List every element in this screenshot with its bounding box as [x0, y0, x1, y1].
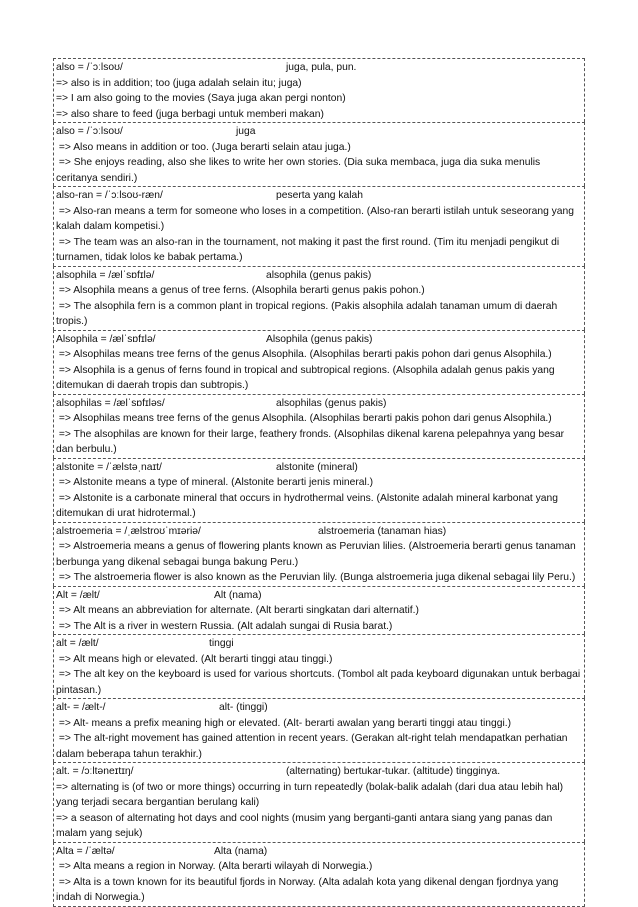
entry-heading — [56, 396, 582, 412]
example-line: => Alt means high or elevated. (Alt berarti tinggi atau tinggi.) — [56, 653, 333, 665]
entry-heading — [56, 188, 582, 204]
entry-headword: alstroemeria = /ˌælstroʊˈmɪəriə/ — [56, 525, 201, 537]
entry-translation: alstonite (mineral) — [276, 461, 358, 473]
entry-heading — [56, 844, 582, 860]
entry-translation: tinggi — [209, 638, 234, 649]
entry-headword: also = /ˈɔːlsoʊ/ — [56, 126, 123, 137]
entry-headword: Alt = /ælt/ — [56, 589, 100, 601]
entry-headword: alstonite = /ˈælstəˌnaɪt/ — [56, 461, 162, 473]
dictionary-entry — [53, 394, 585, 458]
example-line: => Alt means an abbreviation for alternate. (Alt berarti singkatan dari alternatif.) — [56, 605, 419, 616]
entry-headword: alt- = /ælt-/ — [56, 702, 106, 713]
entry-heading — [56, 332, 582, 348]
entry-headword: also-ran = /ˈɔːlsoʊ-ræn/ — [56, 190, 163, 201]
example-line: => Alsophila is a genus of ferns found in tropical and subtropical regions. (Alsophila adalah genus pakis yang ditemukan di daerah tropis dan subtropis.) — [56, 364, 558, 391]
entry-headword: alsophilas = /ælˈsɒfɪləs/ — [56, 397, 165, 409]
dictionary-entry — [53, 586, 585, 635]
example-line: => The alt-right movement has gained attention in recent years. (Gerakan alt-right telah mendapatkan perhatian dalam beberapa tahun terakhir.) — [56, 733, 571, 760]
entry-translation: alsophila (genus pakis) — [266, 269, 372, 281]
dictionary-entry — [53, 522, 585, 586]
entry-heading — [56, 124, 582, 140]
entry-translation: juga, pula, pun. — [286, 62, 357, 73]
example-line: => I am also going to the movies (Saya juga akan pergi nonton) — [56, 93, 346, 104]
dictionary-page — [53, 58, 585, 907]
entry-heading — [56, 60, 582, 76]
entry-translation: Alta (nama) — [214, 845, 268, 857]
entry-heading — [56, 524, 582, 540]
dictionary-entry — [53, 842, 585, 907]
example-line: => She enjoys reading, also she likes to write her own stories. (Dia suka membaca, juga dia suka menulis ceritanya sendiri.) — [56, 157, 544, 184]
dictionary-entry — [53, 458, 585, 522]
example-line: => Also-ran means a term for someone who loses in a competition. (Also-ran berarti istilah untuk seseorang yang kalah dalam kompetisi.) — [56, 205, 577, 232]
dictionary-entry — [53, 634, 585, 698]
entry-translation: peserta yang kalah — [276, 190, 364, 201]
example-line: => Alsophilas means tree ferns of the genus Alsophila. (Alsophilas berarti pakis pohon dari genus Alsophila.) — [56, 413, 552, 424]
example-line: => also share to feed (juga berbagi untuk memberi makan) — [56, 108, 324, 120]
dictionary-entry — [53, 330, 585, 394]
entry-heading — [56, 588, 582, 604]
example-line: => The alt key on the keyboard is used for various shortcuts. (Tombol alt pada keyboard digunakan untuk berbagai pintasan.) — [56, 669, 584, 696]
entry-heading — [56, 460, 582, 476]
entry-headword: alsophila = /ælˈsɒfɪlə/ — [56, 269, 155, 281]
entry-headword: alt. = /ɔːltəneɪtɪŋ/ — [56, 766, 134, 777]
example-line: => a season of alternating hot days and cool nights (musim yang berganti-ganti antara siang yang panas dan malam yang sejuk) — [56, 812, 556, 839]
example-line: => Alstonite is a carbonate mineral that occurs in hydrothermal veins. (Alstonite adalah mineral karbonat yang ditemukan di urat hidrotermal.) — [56, 492, 561, 519]
entry-translation: Alsophila (genus pakis) — [266, 333, 373, 345]
entry-translation: alsophilas (genus pakis) — [276, 397, 387, 409]
dictionary-entry — [53, 58, 585, 122]
example-line: => The alsophilas are known for their large, feathery fronds. (Alsophilas dikenal karena pelepahnya yang besar dan berbulu.) — [56, 428, 567, 455]
entry-headword: alt = /ælt/ — [56, 638, 99, 649]
example-line: => Alta means a region in Norway. (Alta berarti wilayah di Norwegia.) — [56, 861, 373, 872]
entry-translation: alt- (tinggi) — [219, 702, 268, 713]
entry-heading — [56, 636, 582, 652]
example-line: => The Alt is a river in western Russia. (Alt adalah sungai di Rusia barat.) — [56, 620, 393, 632]
example-line: => Also means in addition or too. (Juga berarti selain atau juga.) — [56, 141, 351, 153]
example-line: => Alta is a town known for its beautiful fjords in Norway. (Alta adalah kota yang dikenal dengan fjordnya yang indah di Norwegia.) — [56, 876, 562, 903]
example-line: => Alsophila means a genus of tree ferns. (Alsophila berarti genus pakis pohon.) — [56, 285, 425, 296]
entry-translation: Alt (nama) — [214, 589, 262, 601]
dictionary-entry — [53, 266, 585, 330]
entry-translation: juga — [236, 126, 256, 137]
entry-headword: Alta = /ˈæltə/ — [56, 845, 115, 857]
example-line: => Alstonite means a type of mineral. (Alstonite berarti jenis mineral.) — [56, 477, 374, 488]
entry-headword: Alsophila = /ælˈsɒfɪlə/ — [56, 333, 156, 345]
example-line: => Alt- means a prefix meaning high or elevated. (Alt- berarti awalan yang berarti tinggi atau tinggi.) — [56, 717, 512, 729]
example-line: => The team was an also-ran in the tournament, not making it past the first round. (Tim itu menjadi pengikut di turnamen, tidak lolos ke babak pertama.) — [56, 236, 562, 263]
example-line: => The alsophila fern is a common plant in tropical regions. (Pakis alsophila adalah tanaman umum di daerah tropis.) — [56, 300, 561, 327]
dictionary-entry — [53, 186, 585, 266]
entry-heading — [56, 764, 582, 780]
entry-heading — [56, 268, 582, 284]
dictionary-entry — [53, 762, 585, 842]
entry-heading — [56, 700, 582, 716]
example-line: => The alstroemeria flower is also known as the Peruvian lily. (Bunga alstroemeria juga dikenal sebagai lily Peru.) — [56, 572, 576, 583]
example-line: => alternating is (of two or more things) occurring in turn repeatedly (bolak-balik adalah (dari dua atau lebih hal) yang terjadi secara bergantian berulang kali) — [56, 781, 566, 808]
example-line: => also is in addition; too (juga adalah selain itu; juga) — [56, 77, 302, 89]
dictionary-entry — [53, 122, 585, 186]
entry-translation: alstroemeria (tanaman hias) — [318, 525, 447, 537]
dictionary-entry — [53, 698, 585, 762]
entry-translation: (alternating) bertukar-tukar. (altitude) tingginya. — [286, 766, 501, 777]
example-line: => Alstroemeria means a genus of flowering plants known as Peruvian lilies. (Alstroemeria berarti genus tanaman berbunga yang dikenal sebagai bunga bakung Peru.) — [56, 541, 579, 568]
entry-headword: also = /ˈɔːlsoʊ/ — [56, 62, 123, 73]
example-line: => Alsophilas means tree ferns of the genus Alsophila. (Alsophilas berarti pakis pohon dari genus Alsophila.) — [56, 349, 552, 360]
